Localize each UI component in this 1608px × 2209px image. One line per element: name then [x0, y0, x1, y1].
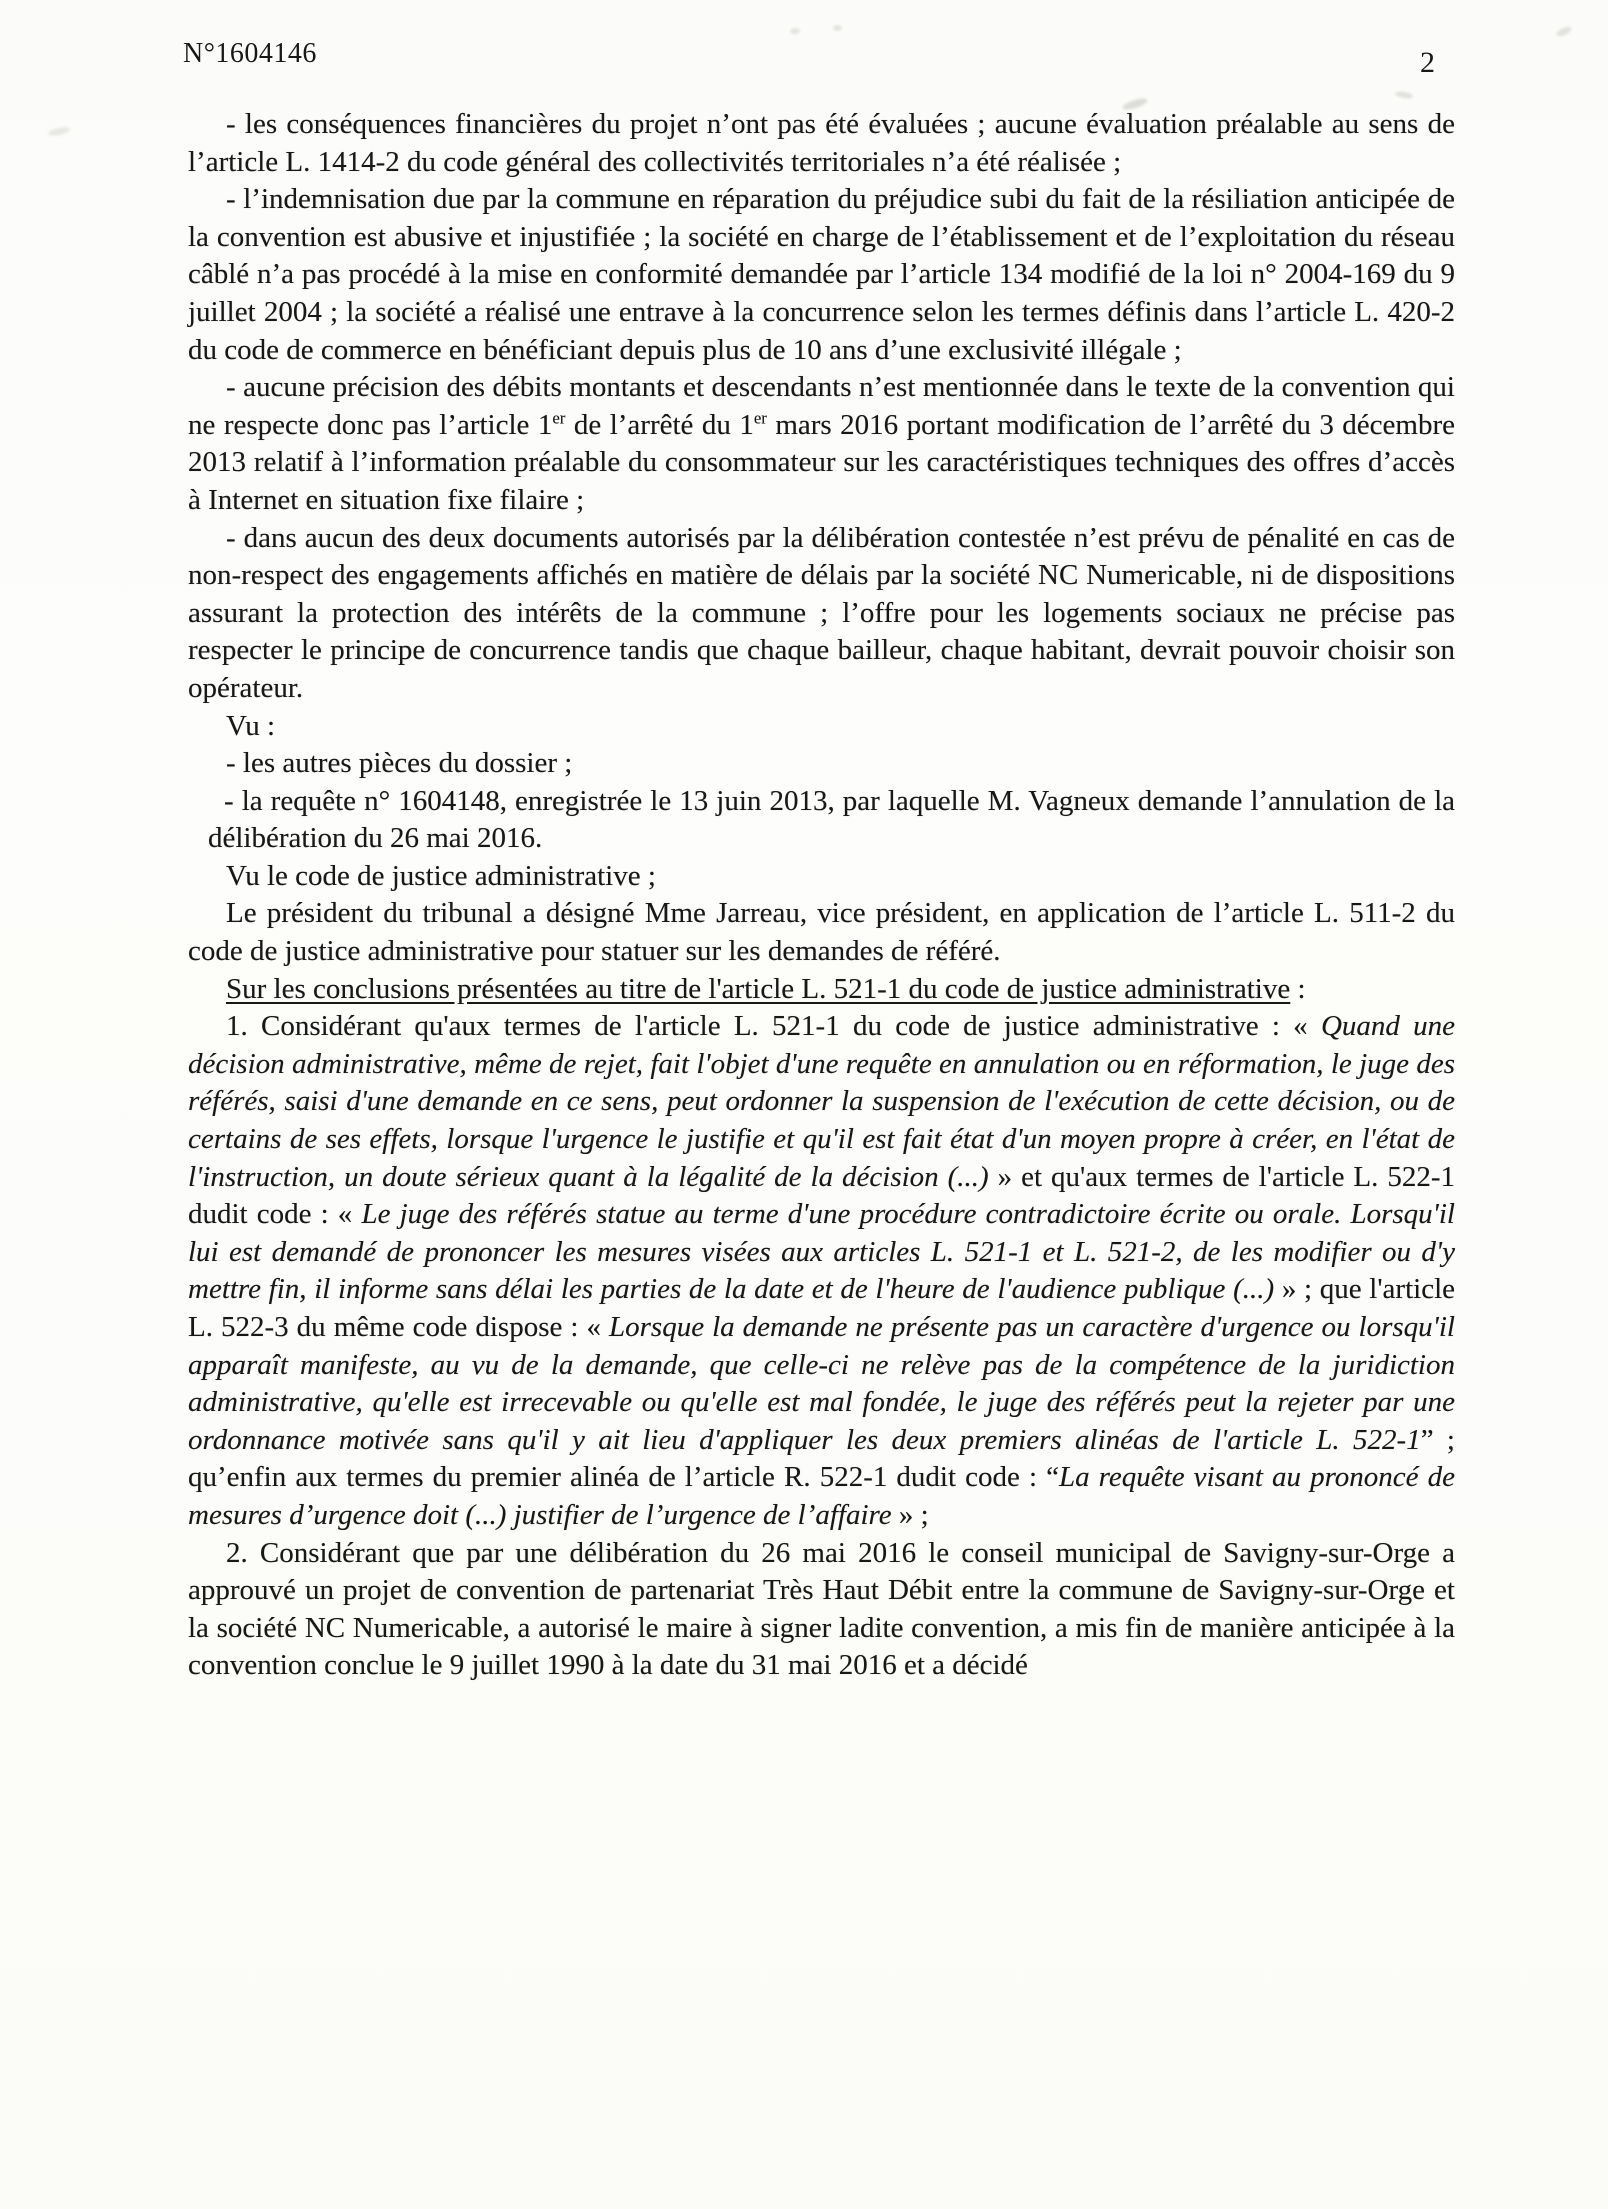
- bullet-penalite: - dans aucun des deux documents autorisés par la délibération contestée n’est prévu de pénalité en cas de non-respect des engagements affichés en matière de délais par la société NC Numericable, ni de dispositions assurant la protection des intérêts de la commune ; l’offre pour les logements sociaux ne précise pas respecter le principe de concurrence tandis que chaque bailleur, chaque habitant, devrait pouvoir choisir son opérateur.: [188, 521, 1455, 704]
- section-heading-conclusions: Sur les conclusions présentées au titre de l'article L. 521-1 du code de justice administrative :: [226, 972, 1306, 1005]
- scan-artifact: [790, 28, 800, 34]
- scan-artifact: [1555, 25, 1572, 38]
- vu-code-justice: Vu le code de justice administrative ;: [226, 859, 656, 892]
- document-body: [188, 106, 1455, 1685]
- bullet-consequences-financieres: - les conséquences financières du projet n’ont pas été évaluées ; aucune évaluation préalable au sens de l’article L. 1414-2 du code général des collectivités territoriales n’a été réalisée ;: [188, 108, 1455, 178]
- considerant-2: 2. Considérant que par une délibération du 26 mai 2016 le conseil municipal de Savigny-sur-Orge a approuvé un projet de convention de partenariat Très Haut Débit entre la commune de Savigny-sur-Orge et la société NC Numericable, a autorisé le maire à signer ladite convention, a mis fin de manière anticipée à la convention conclue le 9 juillet 1990 à la date du 31 mai 2016 et a décidé: [188, 1536, 1455, 1682]
- designation-president: Le président du tribunal a désigné Mme Jarreau, vice président, en application de l’article L. 511-2 du code de justice administrative pour statuer sur les demandes de référé.: [188, 897, 1455, 968]
- vu-heading: Vu :: [226, 709, 276, 742]
- scan-artifact: [48, 126, 71, 137]
- bullet-indemnisation: - l’indemnisation due par la commune en réparation du préjudice subi du fait de la résiliation anticipée de la convention est abusive et injustifiée ; la société en charge de l’établissement et de l’exploitation du réseau câblé n’a pas procédé à la mise en conformité demandée par l’article 134 modifié de la loi n° 2004-169 du 9 juillet 2004 ; la société a réalisé une entrave à la concurrence selon les termes définis dans l’article L. 420-2 du code de commerce en bénéficiant depuis plus de 10 ans d’une exclusivité illégale ;: [188, 183, 1455, 366]
- page-number: 2: [1420, 46, 1435, 79]
- vu-item-pieces: - les autres pièces du dossier ;: [226, 747, 573, 780]
- scan-artifact: [833, 25, 842, 31]
- bullet-debits: - aucune précision des débits montants et descendants n’est mentionnée dans le texte de la convention qui ne respecte donc pas l’article 1er de l’arrêté du 1er mars 2016 portant modification de l’arrêté du 3 décembre 2013 relatif à l’information préalable du consommateur sur les caractéristiques techniques des offres d’accès à Internet en situation fixe filaire ;: [188, 371, 1455, 516]
- considerant-1: 1. Considérant qu'aux termes de l'article L. 521-1 du code de justice administrative : « Quand une décision administrative, même de rejet, fait l'objet d'une requête en annulation ou en réformation, le juge des référés, saisi d'une demande en ce sens, peut ordonner la suspension de l'exécution de cette décision, ou de certains de ses effets, lorsque l'urgence le justifie et qu'il est fait état d'un moyen propre à créer, en l'état de l'instruction, un doute sérieux quant à la légalité de la décision (...) » et qu'aux termes de l'article L. 522-1 dudit code : « Le juge des référés statue au terme d'une procédure contradictoire écrite ou orale. Lorsqu'il lui est demandé de prononcer les mesures visées aux articles L. 521-1 et L. 521-2, de les modifier ou d'y mettre fin, il informe sans délai les parties de la date et de l'heure de l'audience publique (...) » ; que l'article L. 522-3 du même code dispose : « Lorsque la demande ne présente pas un caractère d'urgence ou lorsqu'il apparaît manifeste, au vu de la demande, que celle-ci ne relève pas de la compétence de la juridiction administrative, qu'elle est irrecevable ou qu'elle est mal fondée, le juge des référés peut la rejeter par une ordonnance motivée sans qu'il y ait lieu d'appliquer les deux premiers alinéas de l'article L. 522-1” ; qu’enfin aux termes du premier alinéa de l’article R. 522-1 dudit code : “La requête visant au prononcé de mesures d’urgence doit (...) justifier de l’urgence de l’affaire » ;: [188, 1010, 1456, 1531]
- scan-artifact: [1395, 90, 1414, 99]
- vu-item-requete: - la requête n° 1604148, enregistrée le 13 juin 2013, par laquelle M. Vagneux demande l’annulation de la délibération du 26 mai 2016.: [208, 784, 1455, 855]
- case-number: N°1604146: [183, 38, 317, 69]
